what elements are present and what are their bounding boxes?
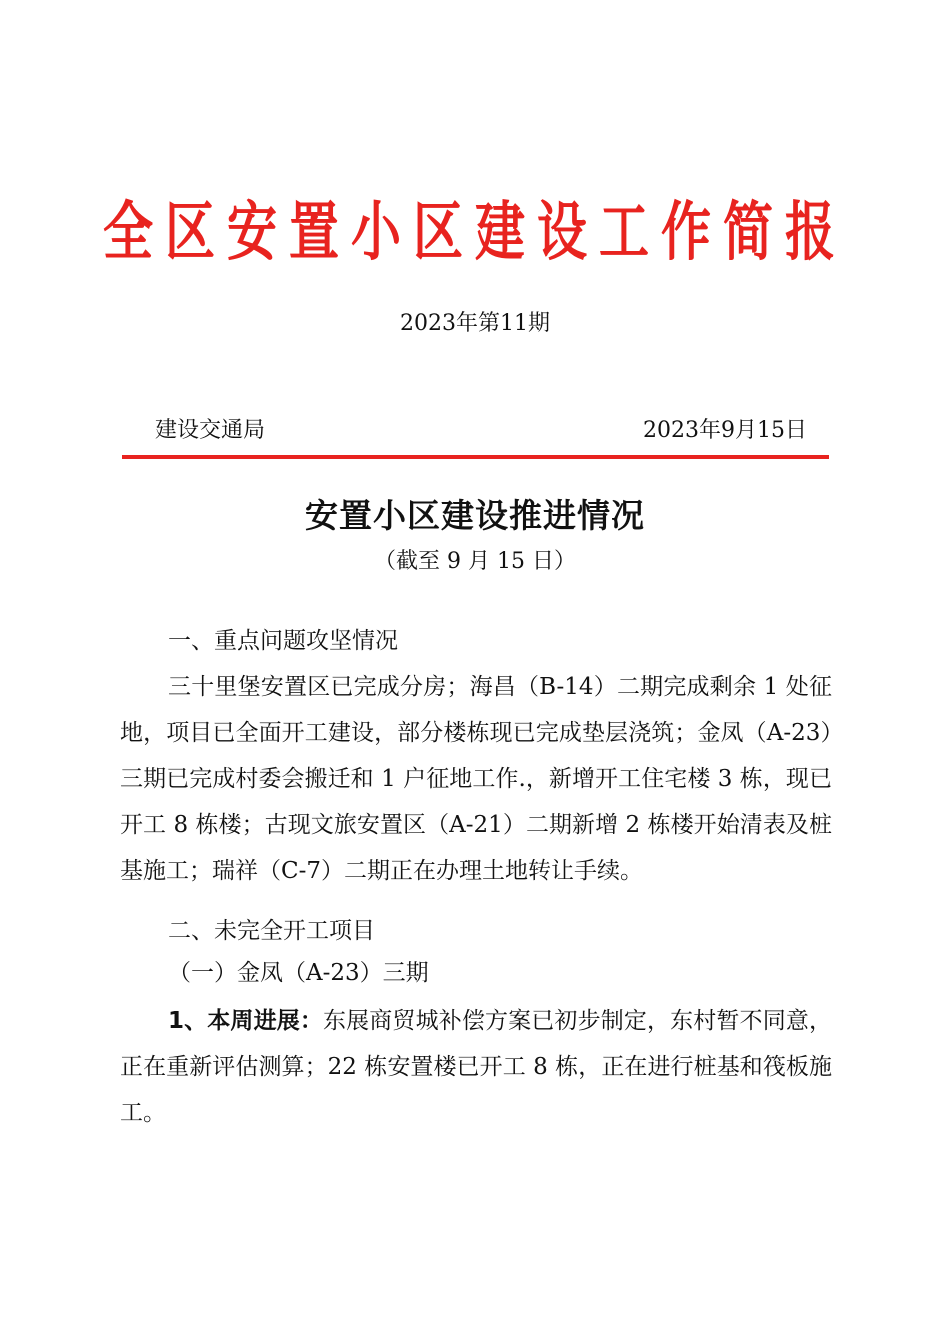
red-divider [122, 455, 829, 459]
issue-number: 2023年第11期 [400, 311, 550, 336]
progress-text: 东展商贸城补偿方案已初步制定，东村暂不同意，正在重新评估测算；22 栋安置楼已开工 8 栋，正在进行桩基和筏板施工。 [120, 1008, 832, 1126]
progress-label: 1、本周进展： [168, 1008, 323, 1034]
subsection-heading: （一）金凤（A-23）三期 [168, 960, 429, 986]
progress-paragraph [120, 998, 832, 1136]
section-1-paragraph: 三十里堡安置区已完成分房；海昌（B-14）二期完成剩余 1 处征地，项目已全面开工建设，部分楼栋现已完成垫层浇筑；金凤（A-23）三期已完成村委会搬迁和 1 户征地工作.，新增开工住宅楼 3 栋，现已开工 8 栋楼；古现文旅安置区（A-21）二期新增 2 栋楼开始清表及桩基施工；瑞祥（C-7）二期正在办理土地转让手续。 [120, 674, 832, 884]
section-1-heading: 一、重点问题攻坚情况 [168, 628, 398, 654]
masthead [0, 182, 950, 272]
document-title: 安置小区建设推进情况 [305, 496, 645, 535]
issue-date: 2023年9月15日 [643, 418, 807, 443]
section-2-heading: 二、未完全开工项目 [168, 918, 375, 944]
masthead-title: 全区安置小区建设工作简报 [103, 195, 847, 270]
meta-row [155, 413, 807, 444]
document-subtitle: （截至 9 月 15 日） [374, 549, 576, 574]
issuer: 建设交通局 [155, 418, 266, 443]
